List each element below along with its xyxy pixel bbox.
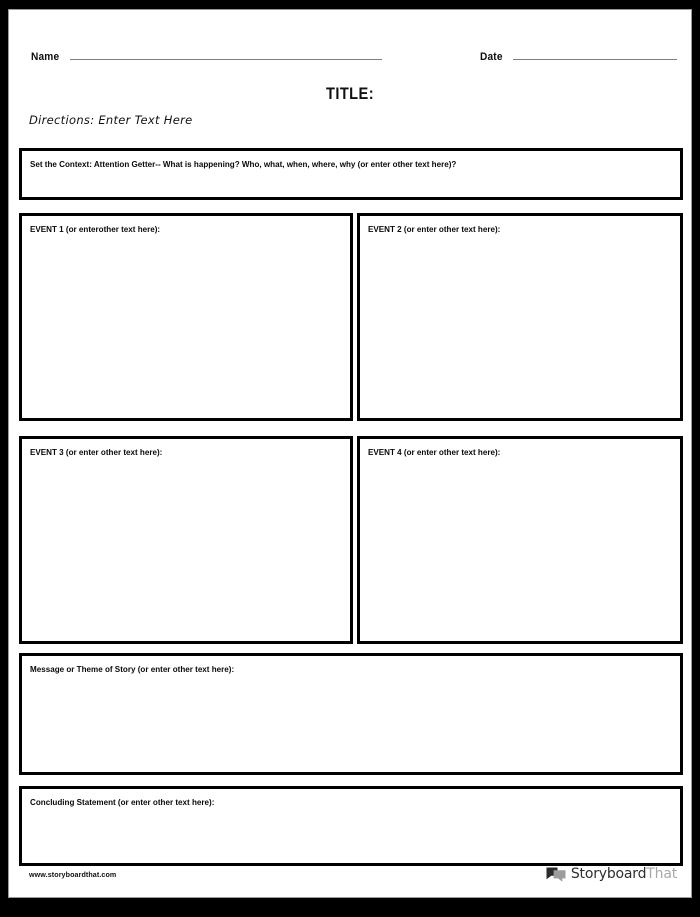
name-write-line[interactable]: [70, 59, 382, 60]
logo-word-storyboard: Storyboard: [570, 866, 647, 882]
name-label: Name: [31, 51, 60, 63]
worksheet-page: [8, 9, 692, 898]
message-theme-box[interactable]: [19, 653, 683, 775]
event-4-box-label: EVENT 4 (or enter other text here):: [368, 447, 501, 457]
concluding-statement-box-label: Concluding Statement (or enter other text here):: [30, 797, 215, 807]
context-box-label: Set the Context: Attention Getter-- What is happening? Who, what, when, where, why (or enter other text here)?: [30, 159, 457, 169]
context-box[interactable]: [19, 148, 683, 200]
logo-wordmark: [571, 866, 677, 882]
name-field[interactable]: [31, 51, 382, 64]
speech-bubbles-icon: [546, 866, 566, 883]
event-2-box-label: EVENT 2 (or enter other text here):: [368, 224, 501, 234]
page-footer: [19, 863, 681, 885]
page-title[interactable]: TITLE:: [325, 84, 375, 103]
event-3-box-label: EVENT 3 (or enter other text here):: [30, 447, 163, 457]
date-write-line[interactable]: [513, 59, 677, 60]
worksheet-page-inner: [9, 10, 691, 897]
event-4-box[interactable]: [357, 436, 683, 644]
event-3-box[interactable]: [19, 436, 353, 644]
event-2-box[interactable]: [357, 213, 683, 421]
date-label: Date: [480, 51, 504, 63]
directions-text[interactable]: Directions: Enter Text Here: [29, 113, 193, 127]
event-1-box[interactable]: [19, 213, 353, 421]
website-url[interactable]: www.storyboardthat.com: [29, 869, 117, 879]
concluding-statement-box[interactable]: [19, 786, 683, 866]
worksheet-header: [19, 42, 681, 64]
date-field[interactable]: [480, 51, 677, 64]
logo-word-that: That: [646, 866, 677, 882]
message-theme-box-label: Message or Theme of Story (or enter other text here):: [30, 664, 235, 674]
storyboardthat-logo[interactable]: [546, 866, 677, 883]
event-1-box-label: EVENT 1 (or enterother text here):: [30, 224, 161, 234]
